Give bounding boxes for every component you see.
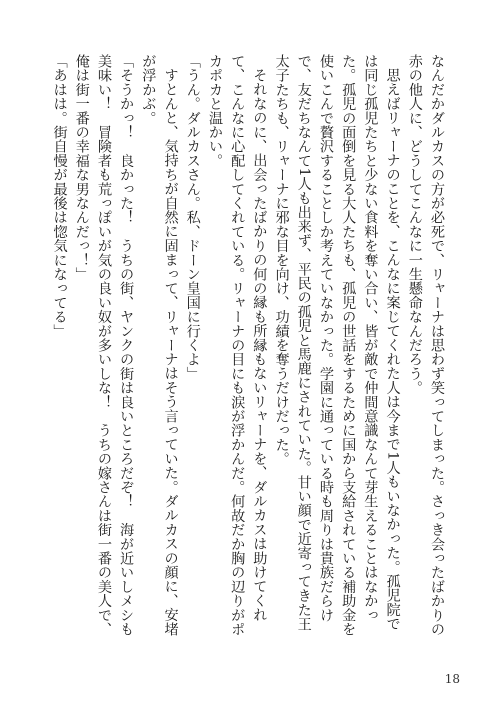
dialogue-line: 「そうかっ！ 良かった！ うちの街、ヤンクの街は良いところだぞ！ 海が近いしメシも美味い！ 冒険者も荒っぽいが気の良い奴が多いしな！ うちの嫁さんは街一番の美人で、俺は街一番の幸福な男なんだっ！」 [73, 54, 135, 637]
page-number: 18 [444, 672, 460, 686]
dialogue-line: 「うん。ダルカスさん。私、ドーン皇国に行くよ」 [184, 54, 201, 381]
paragraph: それなのに、出会ったばかりの何の縁も所縁もないリャーナを、ダルカスは助けてくれて、こんなに心配してくれている。リャーナの目にも涙が浮かんだ。何故だか胸の辺りがポカポカと温かい。 [206, 54, 268, 637]
vertical-text-body [38, 54, 448, 644]
paragraph: なんだかダルカスの方が必死で、リャーナは思わず笑ってしまった。さっき会ったばかりの赤の他人に、どうしてこんなに一生懸命なんだろう。 [406, 54, 445, 637]
paragraph: 思えばリャーナのことを、こんなに案じてくれた人は今まで1人もいなかった。孤児院では同じ孤児たちと少ない食料を奪い合い、皆が敵で仲間意識なんて芽生えることはなかった。孤児の面倒を見る大人たちも、孤児の世話をするために国から支給されている補助金を使いこんで贅沢することしか考えていなかった。学園に通っている時も周りは貴族だらけで、友だちなんて1人も出来ず、平民の孤児と馬鹿にされていた。甘い顔で近寄ってきた王太子たちも、リャーナに邪な目を向け、功績を奪うだけだった。 [273, 54, 401, 637]
dialogue-line: 「あはは。街自慢が最後は惚気になってる」 [51, 54, 68, 338]
paragraph: すとんと、気持ちが自然に固まって、リャーナはそう言っていた。ダルカスの顔に、安堵が浮かぶ。 [140, 54, 179, 637]
